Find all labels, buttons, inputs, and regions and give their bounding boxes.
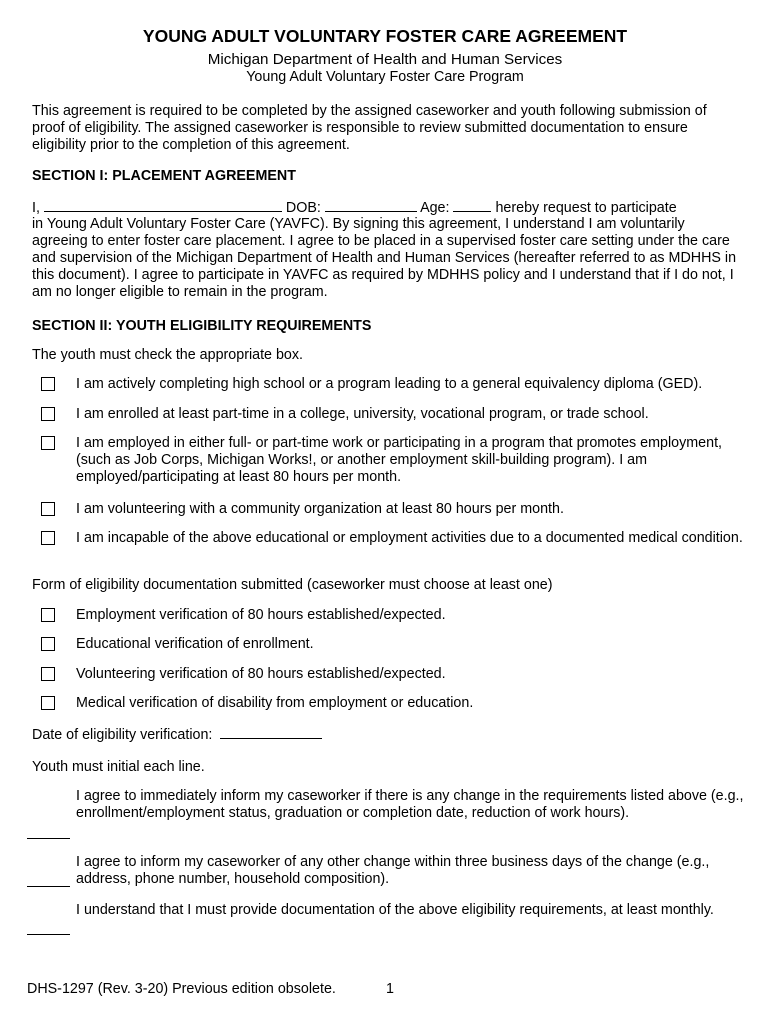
program-name: Young Adult Voluntary Foster Care Program — [246, 69, 524, 85]
initial-statement-3: I understand that I must provide documentation of the above eligibility requirements, at least monthly. — [76, 902, 714, 918]
requirement-label-4: I am volunteering with a community organization at least 80 hours per month. — [76, 501, 564, 517]
documentation-label-3: Volunteering verification of 80 hours established/expected. — [76, 666, 446, 682]
initial-blank-2[interactable] — [27, 886, 70, 887]
requirement-label-2: I am enrolled at least part-time in a college, university, vocational program, or trade school. — [76, 406, 649, 422]
verification-date-field[interactable] — [220, 725, 322, 739]
documentation-label-2: Educational verification of enrollment. — [76, 636, 314, 652]
requirement-checkbox-5[interactable] — [41, 531, 55, 545]
age-field[interactable] — [453, 198, 491, 212]
department-name: Michigan Department of Health and Human Services — [207, 51, 563, 68]
requirement-label-1: I am actively completing high school or a program leading to a general equivalency diploma (GED). — [76, 376, 703, 392]
form-id-footer: DHS-1297 (Rev. 3-20) Previous edition obsolete. — [27, 981, 336, 997]
intro-paragraph: This agreement is required to be completed by the assigned caseworker and youth following submission of proof of eligibility. The assigned caseworker is responsible to review submitted documentation to ensure eligibility prior to the completion of this agreement. — [32, 103, 707, 153]
requirement-checkbox-4[interactable] — [41, 502, 55, 516]
age-label: Age: — [420, 200, 450, 216]
i-label: I, — [32, 200, 40, 216]
documentation-checkbox-4[interactable] — [41, 696, 55, 710]
dob-label: DOB: — [285, 200, 321, 216]
dob-field[interactable] — [325, 198, 417, 212]
verification-date-label: Date of eligibility verification: — [32, 727, 213, 743]
requirement-checkbox-3[interactable] — [41, 436, 55, 450]
documentation-label-4: Medical verification of disability from employment or education. — [76, 695, 474, 711]
initial-blank-1[interactable] — [27, 838, 70, 839]
request-text: hereby request to participate — [495, 200, 677, 216]
check-instruction: The youth must check the appropriate box. — [32, 347, 303, 363]
page-number: 1 — [386, 981, 394, 997]
documentation-label-1: Employment verification of 80 hours established/expected. — [76, 607, 446, 623]
initial-statement-1: I agree to immediately inform my caseworker if there is any change in the requirements listed above (e.g., enrollment/employment status, graduation or completion date, reduction of work hours). — [76, 788, 744, 821]
form-title: YOUNG ADULT VOLUNTARY FOSTER CARE AGREEMENT — [142, 26, 628, 46]
initial-statement-2: I agree to inform my caseworker of any other change within three business days of the change (e.g., address, phone number, household composition). — [76, 854, 710, 887]
placement-agreement-body: in Young Adult Voluntary Foster Care (YAVFC). By signing this agreement, I understand I am voluntarily agreeing to enter foster care placement. I agree to be placed in a supervised foster care setting under the care and supervision of the Michigan Department of Health and Human Services (hereafter referred to as MDHHS in this document). I agree to participate in YAVFC as required by MDHHS policy and I understand that if I do not, I am no longer eligible to remain in the program. — [32, 216, 737, 300]
documentation-instruction: Form of eligibility documentation submitted (caseworker must choose at least one) — [32, 577, 553, 593]
initial-instruction: Youth must initial each line. — [32, 759, 205, 775]
section1-heading: SECTION I: PLACEMENT AGREEMENT — [32, 168, 296, 184]
placement-request-line — [32, 198, 742, 217]
requirement-label-5: I am incapable of the above educational or employment activities due to a documented medical condition. — [76, 530, 743, 546]
verification-date-line — [32, 725, 742, 744]
initial-blank-3[interactable] — [27, 934, 70, 935]
name-field[interactable] — [44, 198, 282, 212]
requirement-checkbox-2[interactable] — [41, 407, 55, 421]
requirement-label-3: I am employed in either full- or part-time work or participating in a program that promotes employment, (such as Job Corps, Michigan Works!, or another employment skill-building program). I am employed/participating at least 80 hours per month. — [76, 435, 723, 485]
documentation-checkbox-1[interactable] — [41, 608, 55, 622]
section2-heading: SECTION II: YOUTH ELIGIBILITY REQUIREMENTS — [32, 318, 372, 334]
documentation-checkbox-2[interactable] — [41, 637, 55, 651]
documentation-checkbox-3[interactable] — [41, 667, 55, 681]
requirement-checkbox-1[interactable] — [41, 377, 55, 391]
